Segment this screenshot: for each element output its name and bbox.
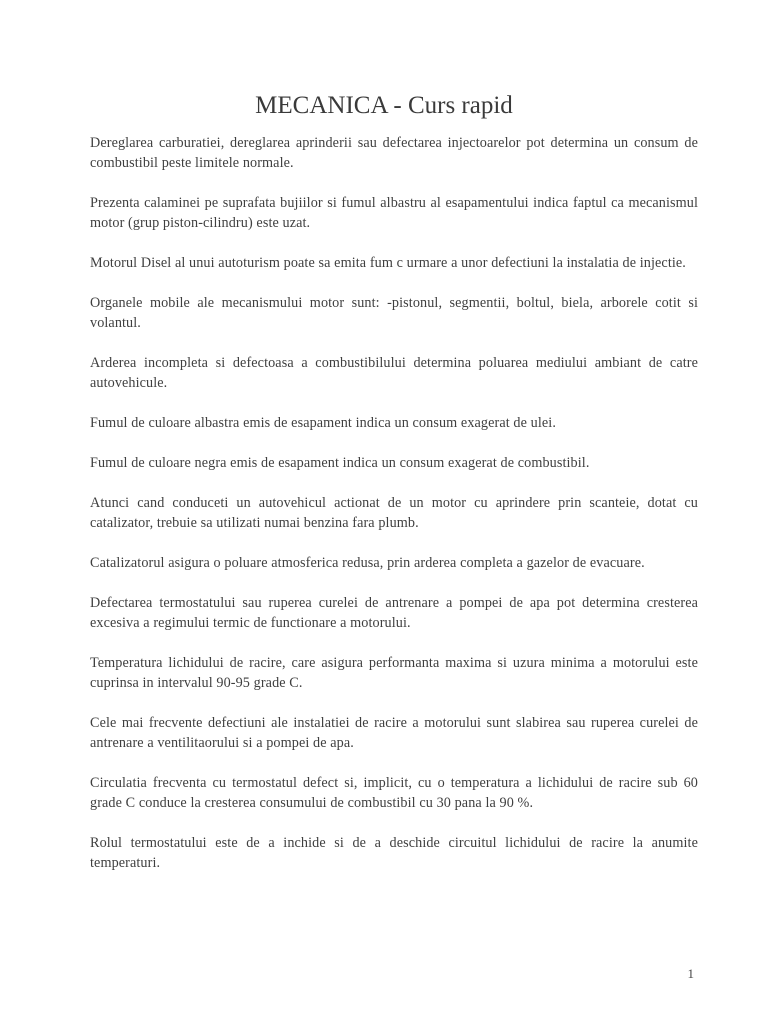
- paragraph-1: Dereglarea carburatiei, dereglarea aprinderii sau defectarea injectoarelor pot determina un consum de combustibil peste limitele normale.: [90, 135, 698, 171]
- paragraph-8: Atunci cand conduceti un autovehicul actionat de un motor cu aprindere prin scanteie, dotat cu catalizator, trebuie sa utilizati numai benzina fara plumb.: [90, 495, 698, 531]
- page-number: 1: [687, 966, 694, 981]
- paragraph-10: Defectarea termostatului sau ruperea curelei de antrenare a pompei de apa pot determina cresterea excesiva a regimului termic de functionare a motorului.: [90, 595, 698, 631]
- paragraph-2: Prezenta calaminei pe suprafata bujiilor si fumul albastru al esapamentului indica faptul ca mecanismul motor (grup piston-cilindru) este uzat.: [90, 195, 698, 231]
- paragraph-9: Catalizatorul asigura o poluare atmosferica redusa, prin arderea completa a gazelor de evacuare.: [90, 555, 645, 571]
- document-body: [90, 133, 698, 893]
- paragraph-4: Organele mobile ale mecanismului motor sunt: -pistonul, segmentii, boltul, biela, arborele cotit si volantul.: [90, 295, 698, 331]
- paragraph-13: Circulatia frecventa cu termostatul defect si, implicit, cu o temperatura a lichidului de racire sub 60 grade C conduce la cresterea consumului de combustibil cu 30 pana la 90 %.: [90, 775, 698, 811]
- paragraph-12: Cele mai frecvente defectiuni ale instalatiei de racire a motorului sunt slabirea sau ruperea curelei de antrenare a ventilitaorului si a pompei de apa.: [90, 715, 698, 751]
- paragraph-7: Fumul de culoare negra emis de esapament indica un consum exagerat de combustibil.: [90, 455, 590, 471]
- document-title: MECANICA - Curs rapid: [255, 92, 513, 119]
- paragraph-3: Motorul Disel al unui autoturism poate sa emita fum c urmare a unor defectiuni la instalatia de injectie.: [90, 255, 686, 271]
- paragraph-5: Arderea incompleta si defectoasa a combustibilului determina poluarea mediului ambiant de catre autovehicule.: [90, 355, 698, 391]
- paragraph-6: Fumul de culoare albastra emis de esapament indica un consum exagerat de ulei.: [90, 415, 556, 431]
- paragraph-11: Temperatura lichidului de racire, care asigura performanta maxima si uzura minima a motorului este cuprinsa in intervalul 90-95 grade C.: [90, 655, 698, 691]
- paragraph-14: Rolul termostatului este de a inchide si de a deschide circuitul lichidului de racire la anumite temperaturi.: [90, 835, 698, 871]
